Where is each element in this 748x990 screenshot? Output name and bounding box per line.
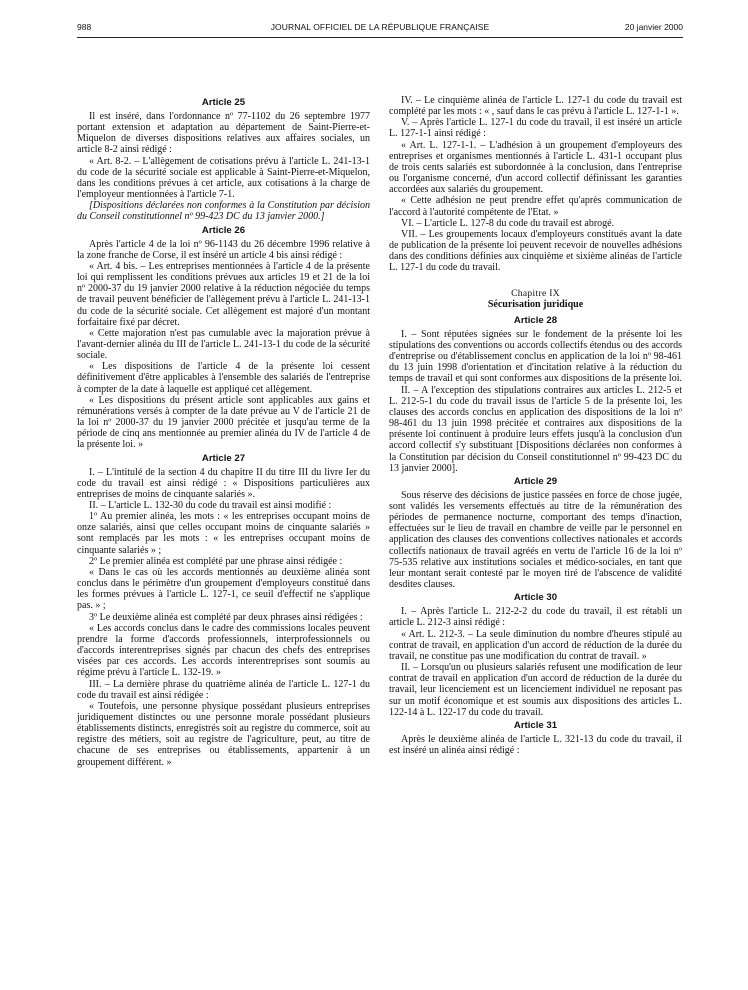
page-number: 988 xyxy=(77,22,92,32)
article-28-paragraph: II. – A l'exception des stipulations contraires aux articles L. 212-5 et L. 212-5-1 du code du travail issus de l'article 5 de la présente loi, les clauses des accords conclus en application des dispositions de la loi nº 98-461 du 13 juin 1998 précitée et contraires aux dispositions de la présente loi continuent à produire leurs effets jusqu'à la conclusion d'un accord collectif s'y substituant [Dispositions déclarées non conformes à la Constitution par décision du Conseil constitutionnel nº 99-423 DC du 13 janvier 2000]. xyxy=(389,384,682,474)
article-27-paragraph: « Cette adhésion ne peut prendre effet qu'après communication de l'accord à l'autorité compétente de l'Etat. » xyxy=(389,195,682,218)
article-29-title: Article 29 xyxy=(513,475,558,487)
article-27-paragraph: 3º Le deuxième alinéa est complété par deux phrases ainsi rédigées : xyxy=(89,611,363,623)
article-27-paragraph: 2º Le premier alinéa est complété par une phrase ainsi rédigée : xyxy=(89,555,343,567)
article-27-paragraph: 1º Au premier alinéa, les mots : « les entreprises occupant moins de onze salariés, ainsi que celles occupant moins de cinquante salariés » sont remplacés par les mots : « les entreprises occupant moins de cinquante salariés » ; xyxy=(77,511,370,556)
chapter-heading: Chapitre IX xyxy=(511,287,560,299)
article-27-paragraph: II. – L'article L. 132-30 du code du travail est ainsi modifié : xyxy=(89,500,332,511)
chapter-subtitle: Sécurisation juridique xyxy=(487,298,584,310)
article-27-paragraph: III. – La dernière phrase du quatrième alinéa de l'article L. 127-1 du code du travail est ainsi rédigée : xyxy=(77,678,370,701)
article-27-paragraph: « Les accords conclus dans le cadre des commissions locales peuvent prendre la forme d'accords professionnels, interprofessionnels ou d'accords interentreprises signés par chacun des chefs des entreprises visées par ces accords. Les accords interentreprises sont soumis au régime prévu à l'article L. 132-19. » xyxy=(77,622,370,679)
article-26-paragraph: « Les dispositions de l'article 4 de la présente loi cessent définitivement d'être applicables à l'ensemble des salariés de l'entreprise à compter de la date à laquelle est appliqué cet allègement. xyxy=(77,361,370,395)
article-25-title: Article 25 xyxy=(201,97,246,108)
left-column xyxy=(77,95,370,768)
header-divider xyxy=(77,37,683,38)
article-26-paragraph: « Art. 4 bis. – Les entreprises mentionnées à l'article 4 de la présente loi qui remplissent les conditions prévues aux articles 19 et 21 de la loi nº 2000-37 du 19 janvier 2000 relative à la réduction négociée du temps de travail peuvent bénéficier de l'allègement prévu à l'article L. 241-13-1 du code de la sécurité sociale. Cet allègement est majoré d'un montant forfaitaire fixé par décret. xyxy=(77,260,370,328)
page-header xyxy=(77,22,683,36)
article-30-paragraph: I. – Après l'article L. 212-2-2 du code du travail, il est rétabli un article L. 212-3 ainsi rédigé : xyxy=(389,606,682,629)
censure-note: [Dispositions déclarées non conformes à la Constitution par décision du Conseil constitutionnel nº 99-423 DC du 13 janvier 2000.] xyxy=(77,200,370,223)
article-25-paragraph: « Art. 8-2. – L'allègement de cotisations prévu à l'article L. 241-13-1 du code de la sécurité sociale est applicable à Saint-Pierre-et-Miquelon, dans les conditions prévues à cet article, aux cotisations à la charge de l'employeur mentionnées à l'article 7-1. xyxy=(77,155,370,201)
article-27-title: Article 27 xyxy=(201,452,246,464)
article-27-paragraph: V. – Après l'article L. 127-1 du code du travail, il est inséré un article L. 127-1-1 ainsi rédigé : xyxy=(389,117,682,140)
journal-title: JOURNAL OFFICIEL DE LA RÉPUBLIQUE FRANÇAISE xyxy=(270,22,490,32)
article-27-paragraph: « Toutefois, une personne physique possédant plusieurs entreprises juridiquement distinctes ou une personne morale possédant plusieurs établissements distincts, enregistrés soit au registre du commerce, soit au registre des métiers, soit au registre de l'agriculture, peut, au titre de chacune de ses entreprises ou établissements, appartenir à un groupement différent. » xyxy=(77,700,370,768)
article-26-paragraph: Après l'article 4 de la loi nº 96-1143 du 26 décembre 1996 relative à la zone franche de Corse, il est inséré un article 4 bis ainsi rédigé : xyxy=(77,238,370,261)
article-27-paragraph: I. – L'intitulé de la section 4 du chapitre II du titre III du livre Ier du code du travail est ainsi rédigé : « Dispositions particulières aux entreprises de moins de cinquante salariés ». xyxy=(77,466,370,500)
article-30-title: Article 30 xyxy=(513,592,558,604)
article-26-paragraph: « Les dispositions du présent article sont applicables aux gains et rémunérations versés à compter de la date prévue au V de l'article 21 de la loi nº 2000-37 du 19 janvier 2000 précitée et jusqu'au terme de la période de cinq ans mentionnée au premier alinéa du IV de l'article 4 de la présente loi. » xyxy=(77,394,370,451)
article-27-paragraph: VII. – Les groupements locaux d'employeurs constitués avant la date de publication de la présente loi peuvent recevoir de nouvelles adhésions dans des conditions définies aux cinquième et sixième alinéas de l'article L. 127-1 du code du travail. xyxy=(389,228,682,274)
article-27-paragraph: « Dans le cas où les accords mentionnés au deuxième alinéa sont conclus dans le périmètre d'un groupement d'employeurs constitué dans les formes prévues à l'article L. 127-1, ce seuil d'effectif ne s'applique pas. » ; xyxy=(77,566,370,612)
article-28-title: Article 28 xyxy=(513,314,558,326)
article-31-title: Article 31 xyxy=(513,719,558,731)
article-28-paragraph: I. – Sont réputées signées sur le fondement de la présente loi les stipulations des conventions ou accords collectifs étendus ou des accords d'entreprise ou d'établissement conclus en application de la loi nº 98-461 du 13 juin 1998 d'orientation et d'incitation relative à la réduction du temps de travail et qui sont conformes aux dispositions de la présente loi. xyxy=(389,328,682,385)
article-27-paragraph: « Art. L. 127-1-1. – L'adhésion à un groupement d'employeurs des entreprises et organismes mentionnés à l'article L. 431-1 occupant plus de trois cents salariés est subordonnée à la conclusion, dans l'entreprise ou l'organisme concerné, d'un accord collectif définissant les garanties accordées aux salariés du groupement. xyxy=(389,139,682,196)
article-30-paragraph: II. – Lorsqu'un ou plusieurs salariés refusent une modification de leur contrat de travail en application d'un accord de réduction de la durée du travail, leur licenciement est un licenciement individuel ne reposant pas sur un motif économique et est soumis aux dispositions des articles L. 122-14 à L. 122-17 du code du travail. xyxy=(389,662,682,718)
article-27-paragraph: IV. – Le cinquième alinéa de l'article L. 127-1 du code du travail est complété par les mots : « , sauf dans le cas prévu à l'article L. 127-1-1 ». xyxy=(389,95,682,118)
article-30-paragraph: « Art. L. 212-3. – La seule diminution du nombre d'heures stipulé au contrat de travail, en application d'un accord de réduction de la durée du travail, ne constitue pas une modification du contrat de travail. » xyxy=(389,628,682,662)
article-29-paragraph: Sous réserve des décisions de justice passées en force de chose jugée, sont validés les versements effectués au titre de la rémunération des périodes de permanence nocturne, comportant des temps d'inaction, effectuées sur le lieu de travail en chambre de veille par le personnel en application des clauses des conventions collectives nationales et accords collectifs nationaux de travail agréés en vertu de l'article 16 de la loi nº 75-535 relative aux institutions sociales et médico-sociales, en tant que leur montant serait contesté par le moyen tiré de l'abscence de validité desdites clauses. xyxy=(389,489,682,591)
issue-date: 20 janvier 2000 xyxy=(624,22,683,32)
article-27-paragraph: VI. – L'article L. 127-8 du code du travail est abrogé. xyxy=(401,217,615,229)
article-26-paragraph: « Cette majoration n'est pas cumulable avec la majoration prévue à l'avant-dernier alinéa du III de l'article L. 241-13-1 du code de la sécurité sociale. xyxy=(77,327,370,362)
article-31-paragraph: Après le deuxième alinéa de l'article L. 321-13 du code du travail, il est inséré un alinéa ainsi rédigé : xyxy=(389,733,682,756)
article-26-title: Article 26 xyxy=(201,224,246,236)
right-column xyxy=(389,95,682,756)
article-25-paragraph: Il est inséré, dans l'ordonnance nº 77-1102 du 26 septembre 1977 portant extension et adaptation au département de Saint-Pierre-et-Miquelon de diverses dispositions relatives aux affaires sociales, un article 8-2 ainsi rédigé : xyxy=(77,111,370,156)
